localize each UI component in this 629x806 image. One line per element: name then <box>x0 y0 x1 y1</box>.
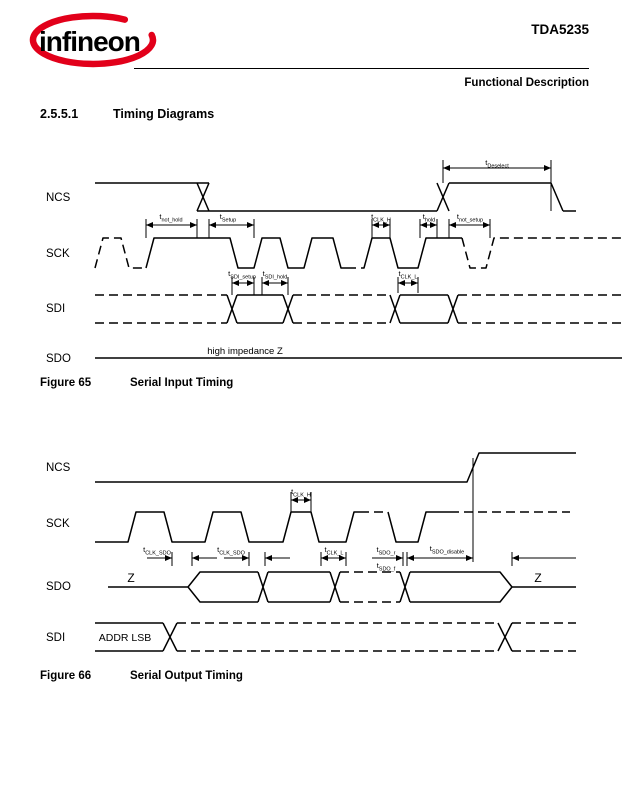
timing-label-clk-sdo-1: $t_{CLK\_SDO}$ <box>143 545 171 557</box>
logo-text: infineon <box>39 26 140 57</box>
sck-waveform <box>95 512 450 542</box>
figure-65-diagram <box>0 143 629 383</box>
section-heading <box>40 107 214 121</box>
figure-65-caption-title: Serial Input Timing <box>130 377 234 389</box>
timing-label-clk-h: $t_{CLK\_H}$ <box>291 487 311 499</box>
sdi-waveform-dashed <box>177 623 576 651</box>
timing-label-sdo-disable: $t_{SDO\_disable}$ <box>429 544 465 556</box>
signal-label-sck: SCK <box>46 518 70 530</box>
timing-label-sdi-setup: $t_{SDI\_setup}$ <box>228 269 256 281</box>
timing-label-clk-h: $t_{CLK\_H}$ <box>371 212 391 224</box>
timing-label-clk-l: $t_{CLK\_L}$ <box>398 269 418 281</box>
timing-label-clk-l: $t_{CLK\_L}$ <box>324 545 344 557</box>
timing-label-deselect: $t_{Deselect}$ <box>485 158 509 170</box>
figure-66-caption-label: Figure 66 <box>40 670 92 682</box>
figure-66-diagram <box>0 430 629 680</box>
figure-65-caption-label: Figure 65 <box>40 377 92 389</box>
figure-66-caption-title: Serial Output Timing <box>130 670 243 682</box>
figure-65-caption <box>40 377 233 389</box>
sdi-waveform <box>227 295 458 323</box>
sdi-waveform <box>95 623 512 651</box>
timing-label-sdo-f: $t_{SDO\_f}$ <box>376 561 396 573</box>
timing-label-not-setup: $t_{not\_setup}$ <box>456 212 484 224</box>
signal-label-sdi: SDI <box>46 632 66 644</box>
infineon-logo <box>25 8 165 70</box>
sdo-z-left-note: Z <box>127 571 135 585</box>
sdo-high-impedance-note: high impedance Z <box>207 346 283 357</box>
timing-label-sdo-r: $t_{SDO\_r}$ <box>376 545 396 557</box>
timing-label-hold: $t_{hold}$ <box>422 212 436 224</box>
timing-label-not-hold: $t_{not\_hold}$ <box>159 212 183 224</box>
signal-label-sdo: SDO <box>46 581 71 593</box>
signal-label-sdi: SDI <box>46 303 66 315</box>
signal-label-ncs: NCS <box>46 462 71 474</box>
sdo-waveform-dashed <box>340 572 400 602</box>
signal-label-sdo: SDO <box>46 353 71 365</box>
timing-label-clk-sdo-2: $t_{CLK\_SDO}$ <box>217 545 245 557</box>
heading-number: 2.5.5.1 <box>40 107 79 121</box>
signal-label-sck: SCK <box>46 248 70 260</box>
part-number: TDA5235 <box>531 22 589 37</box>
heading-title: Timing Diagrams <box>113 107 215 121</box>
figure-66-caption <box>40 670 243 682</box>
ncs-waveform <box>95 453 576 482</box>
sck-waveform <box>146 238 462 268</box>
dimension-bars <box>146 160 551 295</box>
timing-label-sdi-hold: $t_{SDI\_hold}$ <box>262 269 288 281</box>
signal-label-ncs: NCS <box>46 192 71 204</box>
sdo-z-right-note: Z <box>534 571 542 585</box>
sck-waveform-dashed <box>95 238 622 268</box>
timing-label-setup: $t_{Setup}$ <box>219 212 237 224</box>
sdi-addr-lsb-note: ADDR LSB <box>98 632 152 644</box>
header-divider <box>134 68 589 69</box>
sdo-waveform <box>108 572 576 602</box>
sdi-waveform-dashed <box>95 295 622 323</box>
section-header: Functional Description <box>464 77 589 89</box>
ncs-waveform <box>95 183 576 211</box>
